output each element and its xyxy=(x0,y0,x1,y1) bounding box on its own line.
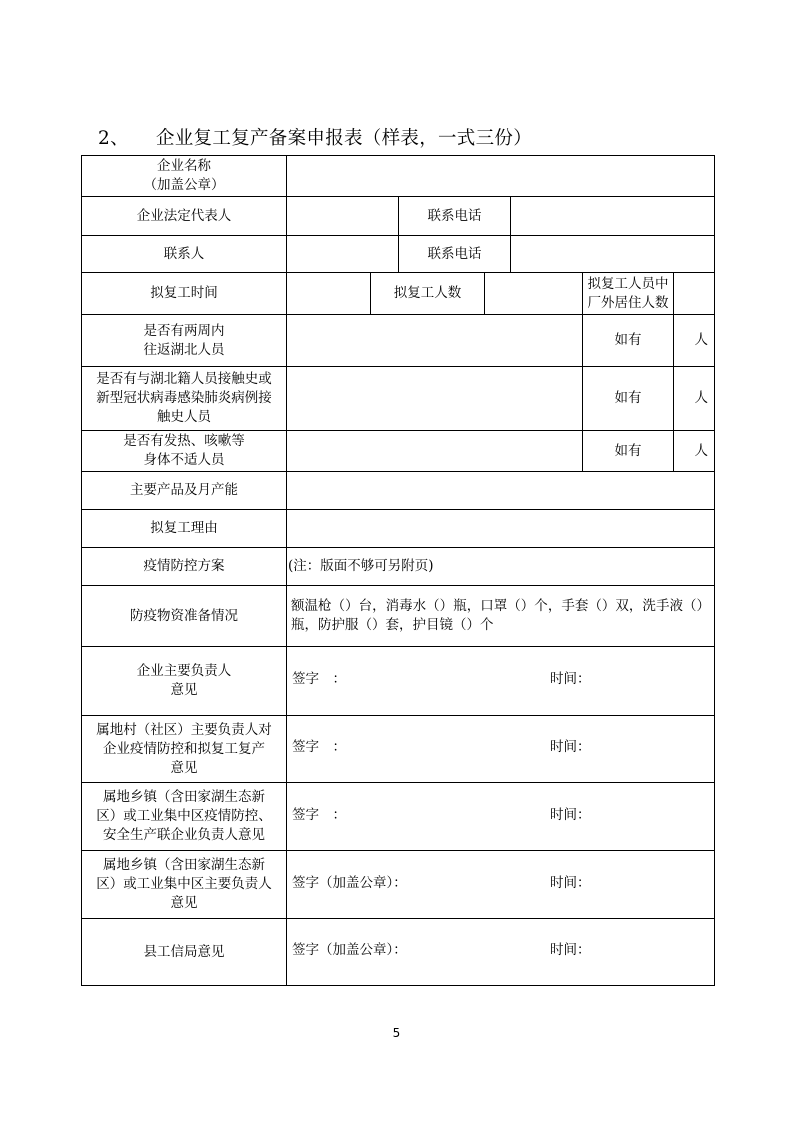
resume-workers-label: 拟复工人数 xyxy=(371,273,485,315)
row-resume xyxy=(82,273,715,315)
reason-field[interactable] xyxy=(287,510,715,548)
contact-phone-label: 联系电话 xyxy=(399,236,511,273)
contact-history-if-have: 如有 xyxy=(583,367,674,431)
row-plan xyxy=(82,548,715,586)
title-number: 2、 xyxy=(98,128,129,149)
leader-time-label: 时间： xyxy=(550,671,591,687)
page-title xyxy=(98,124,532,150)
products-label: 主要产品及月产能 xyxy=(82,472,287,510)
legal-rep-field[interactable] xyxy=(287,197,399,236)
township-head-label: 属地乡镇（含田家湖生态新 区）或工业集中区主要负责人 意见 xyxy=(82,851,287,919)
outside-residents-label: 拟复工人员中 厂外居住人数 xyxy=(583,273,674,315)
leader-sign-label: 签字 ： xyxy=(292,671,346,687)
hubei-return-unit[interactable]: 人 xyxy=(674,315,715,367)
county-sign-label: 签字（加盖公章）： xyxy=(292,942,407,958)
legal-phone-label: 联系电话 xyxy=(399,197,511,236)
page-number: 5 xyxy=(392,1026,401,1040)
legal-rep-label: 企业法定代表人 xyxy=(82,197,287,236)
contact-history-unit[interactable]: 人 xyxy=(674,367,715,431)
township-safety-field[interactable] xyxy=(287,783,715,851)
plan-label: 疫情防控方案 xyxy=(82,548,287,586)
outside-residents-field[interactable] xyxy=(674,273,715,315)
products-field[interactable] xyxy=(287,472,715,510)
township-safety-time-label: 时间： xyxy=(550,806,591,823)
fever-field[interactable] xyxy=(287,431,583,472)
filing-form-table xyxy=(81,155,715,986)
village-opinion-label: 属地村（社区）主要负责人对 企业疫情防控和拟复工复产 意见 xyxy=(82,716,287,783)
township-safety-sign-label: 签字 ： xyxy=(292,806,346,823)
reason-label: 拟复工理由 xyxy=(82,510,287,548)
village-opinion-field[interactable] xyxy=(287,716,715,783)
county-opinion-field[interactable] xyxy=(287,919,715,986)
contact-label: 联系人 xyxy=(82,236,287,273)
hubei-return-if-have: 如有 xyxy=(583,315,674,367)
legal-phone-field[interactable] xyxy=(511,197,715,236)
resume-workers-field[interactable] xyxy=(485,273,583,315)
fever-label: 是否有发热、咳嗽等 身体不适人员 xyxy=(82,431,287,472)
contact-history-label: 是否有与湖北籍人员接触史或 新型冠状病毒感染肺炎病例接 触史人员 xyxy=(82,367,287,431)
row-supplies xyxy=(82,586,715,647)
row-township-head-opinion xyxy=(82,851,715,919)
row-company-name xyxy=(82,156,715,197)
row-township-safety-opinion xyxy=(82,783,715,851)
row-contact-history xyxy=(82,367,715,431)
village-sign-label: 签字 ： xyxy=(292,739,346,755)
row-village-opinion xyxy=(82,716,715,783)
company-name-field[interactable] xyxy=(287,156,715,197)
supplies-text[interactable]: 额温枪（）台，消毒水（）瓶，口罩（）个，手套（）双，洗手液（）瓶，防护服（）套，护目镜（）个 xyxy=(287,586,715,647)
row-leader-opinion xyxy=(82,647,715,716)
leader-opinion-field[interactable] xyxy=(287,647,715,716)
row-reason xyxy=(82,510,715,548)
contact-phone-field[interactable] xyxy=(511,236,715,273)
row-fever xyxy=(82,431,715,472)
title-text: 企业复工复产备案申报表（样表，一式三份） xyxy=(156,128,533,149)
leader-opinion-label: 企业主要负责人 意见 xyxy=(82,647,287,716)
supplies-label: 防疫物资准备情况 xyxy=(82,586,287,647)
hubei-return-field[interactable] xyxy=(287,315,583,367)
county-opinion-label: 县工信局意见 xyxy=(82,919,287,986)
resume-time-field[interactable] xyxy=(287,273,371,315)
row-county-opinion xyxy=(82,919,715,986)
row-products xyxy=(82,472,715,510)
county-time-label: 时间： xyxy=(550,942,591,958)
contact-field[interactable] xyxy=(287,236,399,273)
township-safety-label: 属地乡镇（含田家湖生态新 区）或工业集中区疫情防控、 安全生产联企业负责人意见 xyxy=(82,783,287,851)
village-time-label: 时间： xyxy=(550,739,591,755)
plan-note[interactable]: (注：版面不够可另附页) xyxy=(287,548,715,586)
township-head-field[interactable] xyxy=(287,851,715,919)
fever-if-have: 如有 xyxy=(583,431,674,472)
row-legal-rep xyxy=(82,197,715,236)
contact-history-field[interactable] xyxy=(287,367,583,431)
hubei-return-label: 是否有两周内 往返湖北人员 xyxy=(82,315,287,367)
row-hubei-return xyxy=(82,315,715,367)
fever-unit[interactable]: 人 xyxy=(674,431,715,472)
row-contact xyxy=(82,236,715,273)
township-head-sign-label: 签字（加盖公章）： xyxy=(292,874,407,891)
company-name-label: 企业名称 （加盖公章） xyxy=(82,156,287,197)
township-head-time-label: 时间： xyxy=(550,874,591,891)
resume-time-label: 拟复工时间 xyxy=(82,273,287,315)
